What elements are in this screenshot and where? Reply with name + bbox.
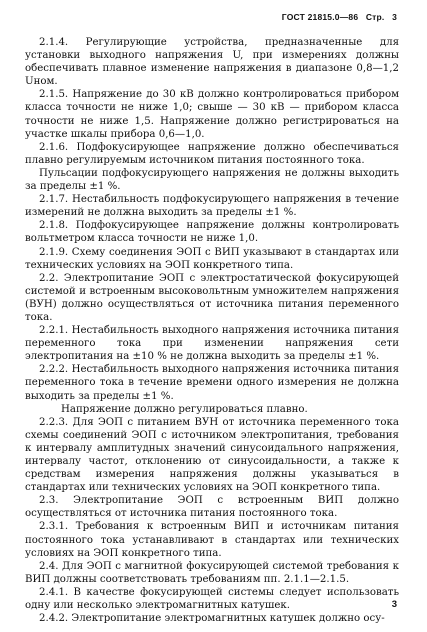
paragraph-2-1-6: 2.1.6. Подфокусирующее напряжение должно обеспечиваться плавно регулируемым источником питания постоянного тока. bbox=[25, 141, 399, 166]
paragraph-2-2: 2.2. Электропитание ЭОП с электростатической фокусирующей системой и встроенным высоковольтным умножителем напряжения (ВУН) должно осуществляться от источника питания переменного тока. bbox=[25, 272, 399, 323]
paragraph-2-1-4: 2.1.4. Регулирующие устройства, предназначенные для установки выходного напряжения U, при измерениях должны обеспечивать плавное изменение напряжения в диапазоне 0,8—1,2 Uном. bbox=[25, 37, 399, 88]
paragraph-2-4-2: 2.4.2. Электропитание электромагнитных катушек должно осу- bbox=[39, 613, 385, 625]
page-label: Стр. bbox=[365, 12, 385, 22]
standard-code: ГОСТ 21815.0—86 bbox=[281, 12, 359, 22]
header-page-number: 3 bbox=[392, 12, 397, 22]
paragraph-2-2-3: 2.2.3. Для ЭОП с питанием ВУН от источника переменного тока схемы соединений ЭОП с источником электропитания, требования к интервалу амплитудных значений синусоидального напряжения, интервалу частот, отклонению от синусоидальности, а также к средствам измерения напряжения должны указываться в стандартах или технических условиях на ЭОП конкретного типа. bbox=[25, 416, 399, 494]
paragraph-2-4: 2.4. Для ЭОП с магнитной фокусирующей системой требования к ВИП должны соответствовать требованиям пп. 2.1.1—2.1.5. bbox=[25, 560, 399, 585]
paragraph-2-4-1: 2.4.1. В качестве фокусирующей системы следует использовать одну или несколько электромагнитных катушек. bbox=[25, 586, 399, 612]
paragraph-2-1-5: 2.1.5. Напряжение до 30 кВ должно контролироваться прибором класса точности не ниже 1,0; свыше — 30 кВ — прибором класса точности не ниже 1,5. Напряжение должно регистрироваться на участке шкалы прибора 0,6—1,0. bbox=[25, 89, 399, 140]
footer-page-number: 3 bbox=[391, 599, 397, 610]
paragraph-2-1-8: 2.1.8. Подфокусирующее напряжение должны контролировать вольтметром класса точности не ниже 1,0. bbox=[25, 220, 399, 245]
page-header bbox=[277, 12, 397, 22]
document-body bbox=[25, 36, 399, 625]
paragraph-2-1-7: 2.1.7. Нестабильность подфокусирующего напряжения в течение измерений не должна выходить за пределы ±1 %. bbox=[25, 194, 399, 219]
paragraph-2-3-1: 2.3.1. Требования к встроенным ВИП и источникам питания постоянного тока устанавливают в стандартах или технических условиях на ЭОП конкретного типа. bbox=[25, 521, 399, 559]
paragraph-2-2-2: 2.2.2. Нестабильность выходного напряжения источника питания переменного тока в течение времени одного измерения не должна выходить за пределы ±1 %. bbox=[25, 364, 399, 402]
paragraph-2-3: 2.3. Электропитание ЭОП с встроенным ВИП должно осуществляться от источника питания постоянного тока. bbox=[25, 495, 399, 520]
paragraph-2-2-1: 2.2.1. Нестабильность выходного напряжения источника питания переменного тока при изменении напряжения сети электропитания на ±10 % не должна выходить за пределы ±1 %. bbox=[25, 325, 399, 363]
paragraph-pulsation: Пульсации подфокусирующего напряжения не должны выходить за пределы ±1 %. bbox=[25, 167, 399, 193]
paragraph-2-1-9: 2.1.9. Схему соединения ЭОП с ВИП указывают в стандартах или технических условиях на ЭОП конкретного типа. bbox=[25, 246, 399, 271]
paragraph-smooth-regulation: Напряжение должно регулироваться плавно. bbox=[61, 403, 308, 415]
